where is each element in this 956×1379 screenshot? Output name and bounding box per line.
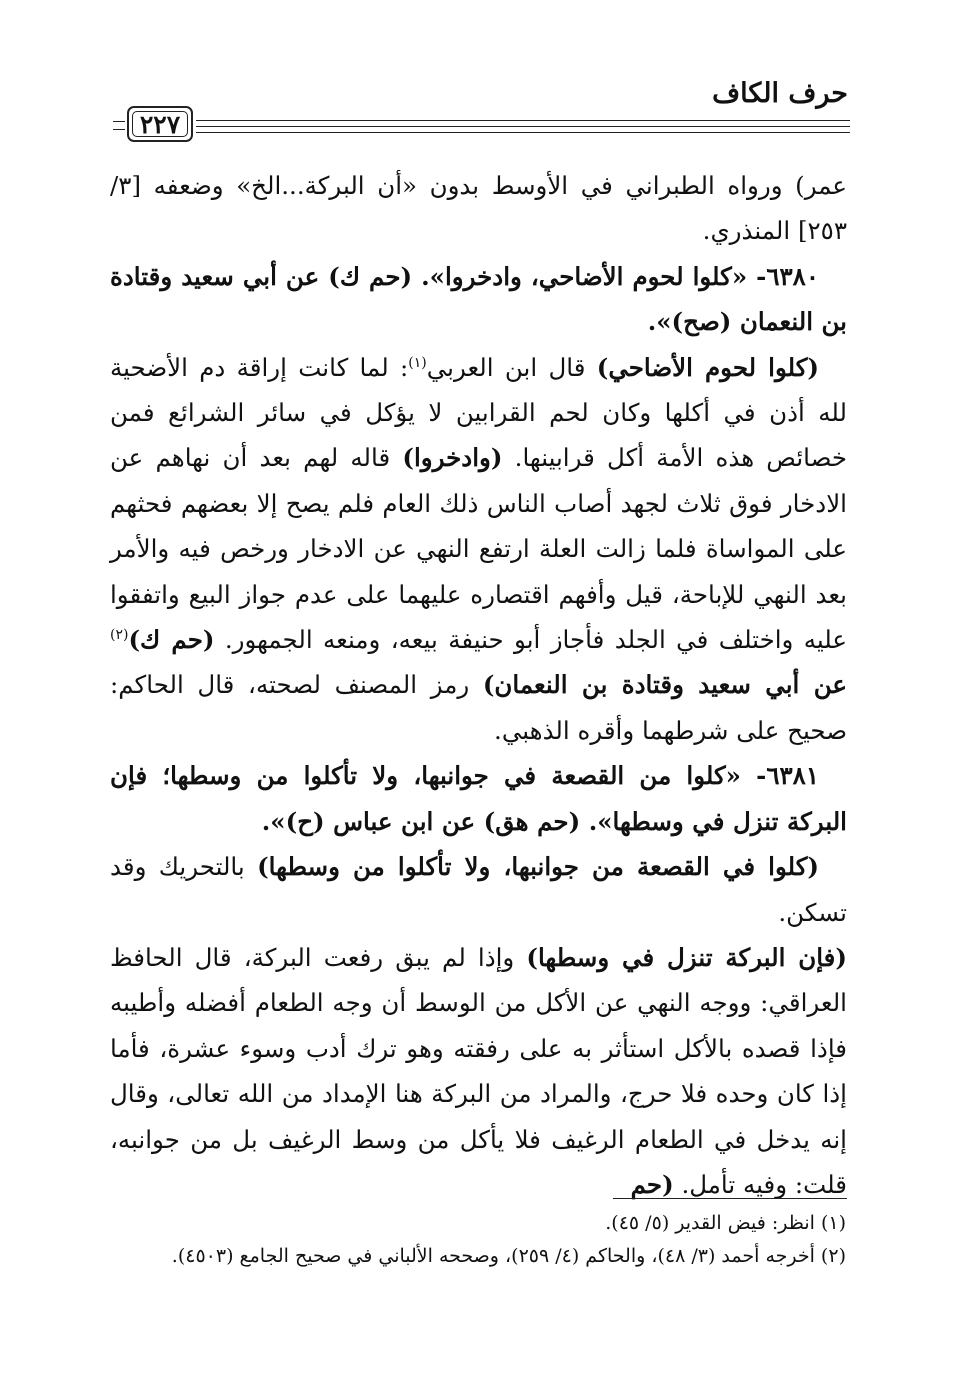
- commentary-text: بالتحريك وقد تسكن.: [110, 852, 847, 927]
- commentary-text: قاله لهم بعد أن نهاهم عن الادخار فوق ثلاث لجهد أصاب الناس ذلك العام فلم يصح إلا بعضهم فحثهم على المواساة فلما زالت العلة ارتفع النهي عن الادخار ورخص فيه والأمر بعد النهي للإباحة، قيل وأفهم اقتصاره عليهما على عدم جواز البيع واتفقوا عليه واختلف في الجلد فأجاز أبو حنيفة بيعه، ومنعه الجمهور.: [110, 443, 848, 655]
- footnote-ref: (٢): [110, 626, 129, 643]
- commentary-6381-b: [110, 935, 847, 1207]
- narrators: عن أبي سعيد وقتادة بن النعمان): [482, 670, 847, 700]
- footnote-separator: [613, 1198, 847, 1199]
- header-rule-end: [113, 121, 125, 130]
- page-number-frame: [127, 106, 193, 142]
- source-siglum: (حم: [630, 1169, 674, 1199]
- lemma: (كلوا لحوم الأضاحي): [596, 352, 820, 382]
- paragraph-continuation: عمر) ورواه الطبراني في الأوسط بدون «أن البركة...الخ» وضعفه [٣/ ٢٥٣] المنذري.: [110, 171, 847, 246]
- main-text: [110, 163, 847, 1207]
- commentary-6381-a: [110, 844, 847, 935]
- commentary-text: وإذا لم يبق رفعت البركة، قال الحافظ العراقي: ووجه النهي عن الأكل من الوسط أن وجه الطعام أفضله وأطيبه فإذا قصده بالأكل استأثر به على رفقته وهو ترك أدب وسوء عشرة، فأما إذا كان وحده فلا حرج، والمراد من البركة هنا الإمداد من الله تعالى، وقال إنه يدخل في الطعام الرغيف فلا يأكل من وسط الرغيف بل من جوانبه، قلت: وفيه تأمل.: [110, 942, 847, 1199]
- hadith-number: ٦٣٨٠-: [747, 261, 819, 291]
- hadith-text: «كلوا لحوم الأضاحي، وادخروا». (حم ك) عن أبي سعيد وقتادة بن النعمان (صح)».: [110, 261, 847, 337]
- hadith-text: «كلوا من القصعة في جوانبها، ولا تأكلوا من وسطها؛ فإن البركة تنزل في وسطها». (حم هق) عن ابن عباس (ح)».: [110, 761, 847, 836]
- commentary-text: قال ابن العربي: [426, 352, 597, 382]
- header-rule: [196, 120, 850, 121]
- lemma: (كلوا في القصعة من جوانبها، ولا تأكلوا من وسطها): [257, 852, 819, 882]
- lemma: (فإن البركة تنزل في وسطها): [526, 942, 847, 972]
- hadith-6381: [110, 753, 847, 844]
- commentary-text: : لما كانت إراقة دم الأضحية لله أذن في أكلها وكان لحم القرابين لا يؤكل في سائر الشرائع فمن خصائص هذه الأمة أكل قرابينها.: [110, 352, 848, 473]
- source-siglum: (حم ك): [128, 625, 215, 655]
- footnote-ref: (١): [408, 354, 427, 371]
- footnote-2: (٢) أخرجه أحمد (٣/ ٤٨)، والحاكم (٤/ ٢٥٩)، وصححه الألباني في صحيح الجامع (٤٥٠٣).: [171, 1245, 846, 1267]
- commentary-6380: [110, 345, 847, 754]
- page-number: ٢٢٧: [139, 109, 181, 139]
- header-rule: [196, 132, 850, 133]
- hadith-6380: [110, 254, 847, 345]
- commentary-text: رمز المصنف لصحته، قال الحاكم: صحيح على شرطهما وأقره الذهبي.: [110, 670, 847, 745]
- header-rule: [196, 126, 850, 127]
- running-title: حرف الكاف: [712, 78, 848, 109]
- lemma: (وادخروا): [402, 443, 503, 473]
- footnote-1: (١) انظر: فيض القدير (٥/ ٤٥).: [605, 1212, 846, 1234]
- footnotes: [110, 1207, 846, 1273]
- hadith-number: ٦٣٨١-: [740, 761, 819, 791]
